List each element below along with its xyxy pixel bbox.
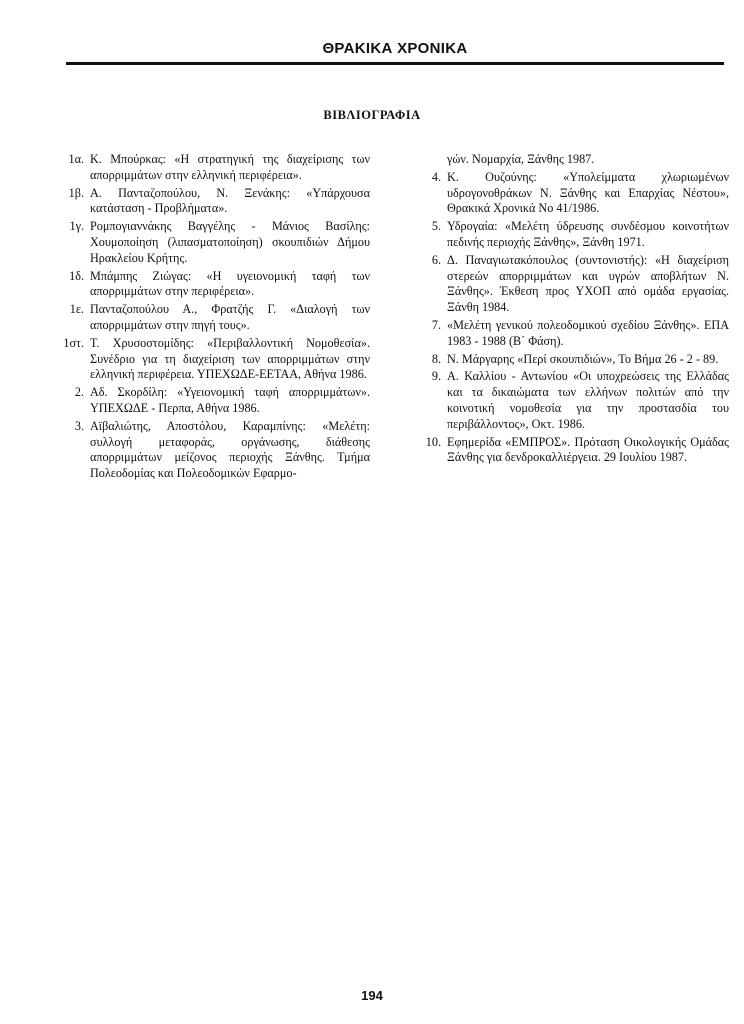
reference-text: Εφημερίδα «ΕΜΠΡΟΣ». Πρόταση Οικολογικής Ομάδας Ξάνθης για δενδροκαλλιέργεια. 29 Ιουλίου 1987.	[447, 434, 729, 465]
reference-number: 9.	[431, 369, 441, 384]
reference-text: Δ. Παναγιωτακόπουλος (συντονιστής): «Η διαχείριση στερεών απορριμμάτων και υγρών αποβλήτων Ν. Ξάνθης». Έκθεση προς ΥΧΟΠ από ομάδα εργασίας. Ξάνθη 1984.	[447, 252, 729, 315]
reference-entry	[405, 435, 729, 467]
reference-text: Κ. Μπούρκας: «Η στρατηγική της διαχείρισης των απορριμμάτων στην ελληνική περιφέρεια».	[90, 152, 370, 182]
reference-text: Α. Καλλίου - Αντωνίου «Οι υποχρεώσεις της Ελλάδας και τα δικαιώματα των ελλήνων πολιτών από την κοινοτική νομοθεσία για την προστασδία του περιβάλλοντος», Οκτ. 1986.	[447, 369, 729, 431]
reference-entry	[405, 152, 729, 168]
reference-entry	[48, 152, 370, 184]
page-number: 194	[361, 988, 383, 1003]
reference-text: Ρομπογιαννάκης Βαγγέλης - Μάνιος Βασίλης: Χουμοποίηση (λιπασματοποίηση) σκουπιδιών Δήμου Ηρακλείου Κρήτης.	[90, 219, 370, 265]
reference-text: γών. Νομαρχία, Ξάνθης 1987.	[447, 152, 595, 166]
reference-text: Τ. Χρυσοστομίδης: «Περιβαλλοντική Νομοθεσία». Συνέδριο για τη διαχείριση των απορριμμάτων στην ελληνική περιφέρεια. ΥΠΕΧΩΔΕ-ΕΕΤΑΑ, Αθήνα 1986.	[90, 335, 370, 382]
reference-entry	[405, 170, 729, 217]
reference-text: Πανταζοπούλου Α., Φρατζής Γ. «Διαλογή των απορριμμάτων στην πηγή τους».	[90, 302, 370, 332]
reference-entry	[48, 302, 370, 334]
reference-entry	[48, 186, 370, 218]
reference-number: 4.	[431, 169, 441, 184]
reference-number: 3.	[74, 418, 84, 433]
reference-text: Κ. Ουζούνης: «Υπολείμματα χλωριωμένων υδρογονοθράκων Ν. Ξάνθης και Επαρχίας Νέστου», Θρακικά Χρονικά Νο 41/1986.	[447, 169, 729, 216]
reference-number: 10.	[425, 434, 441, 449]
reference-entry	[48, 336, 370, 383]
reference-entry	[405, 352, 729, 368]
reference-text: Μπάμπης Ζιώγας: «Η υγειονομική ταφή των απορριμμάτων στην περιφέρεια».	[90, 268, 370, 299]
section-title: ΒΙΒΛΙΟΓΡΑΦΙΑ	[323, 108, 421, 122]
reference-text: Υδρογαία: «Μελέτη ύδρευσης συνδέσμου κοινοτήτων πεδινής περιοχής Ξάνθης», Ξάνθη 1971.	[447, 219, 729, 249]
reference-entry	[48, 219, 370, 266]
bibliography-right-column	[405, 152, 729, 468]
reference-number: 1γ.	[69, 219, 84, 234]
reference-text: Αδ. Σκορδίλη: «Υγειονομική ταφή απορριμμάτων». ΥΠΕΧΩΔΕ - Περπα, Αθήνα 1986.	[90, 385, 370, 415]
reference-number: 1στ.	[63, 335, 84, 350]
reference-entry	[48, 419, 370, 482]
reference-number: 6.	[431, 252, 441, 267]
reference-entry	[405, 318, 729, 350]
reference-number: 1β.	[68, 185, 84, 200]
reference-number: 8.	[431, 351, 441, 366]
reference-number: 2.	[74, 385, 84, 400]
reference-number: 1α.	[68, 152, 84, 166]
reference-number: 1ε.	[69, 302, 84, 317]
reference-entry	[405, 253, 729, 316]
reference-entry	[405, 219, 729, 251]
reference-text: Ν. Μάργαρης «Περί σκουπιδιών», Το Βήμα 26 - 2 - 89.	[447, 351, 719, 366]
bibliography-left-column	[48, 152, 370, 484]
running-header-title: ΘΡΑΚΙΚΑ ΧΡΟΝΙΚΑ	[322, 40, 468, 57]
reference-entry	[48, 385, 370, 417]
reference-text: «Μελέτη γενικού πολεοδομικού σχεδίου Ξάνθης». ΕΠΑ 1983 - 1988 (Β΄ Φάση).	[447, 317, 729, 348]
reference-number: 1δ.	[69, 268, 84, 283]
header-rule	[66, 62, 724, 65]
reference-text: Α. Πανταζοπούλου, Ν. Ξενάκης: «Υπάρχουσα κατάσταση - Προβλήματα».	[90, 185, 370, 216]
reference-number: 7.	[431, 317, 441, 332]
reference-number: 5.	[431, 219, 441, 234]
reference-text: Αϊβαλιώτης, Αποστόλου, Καραμπίνης: «Μελέτη: συλλογή μεταφοράς, οργάνωσης, διάθεσης απορριμμάτων μείζονος περιοχής Ξάνθης. Τμήμα Πολεοδομίας και Πολεοδομικών Εφαρμο-	[90, 418, 370, 481]
reference-entry	[405, 369, 729, 432]
reference-entry	[48, 269, 370, 301]
